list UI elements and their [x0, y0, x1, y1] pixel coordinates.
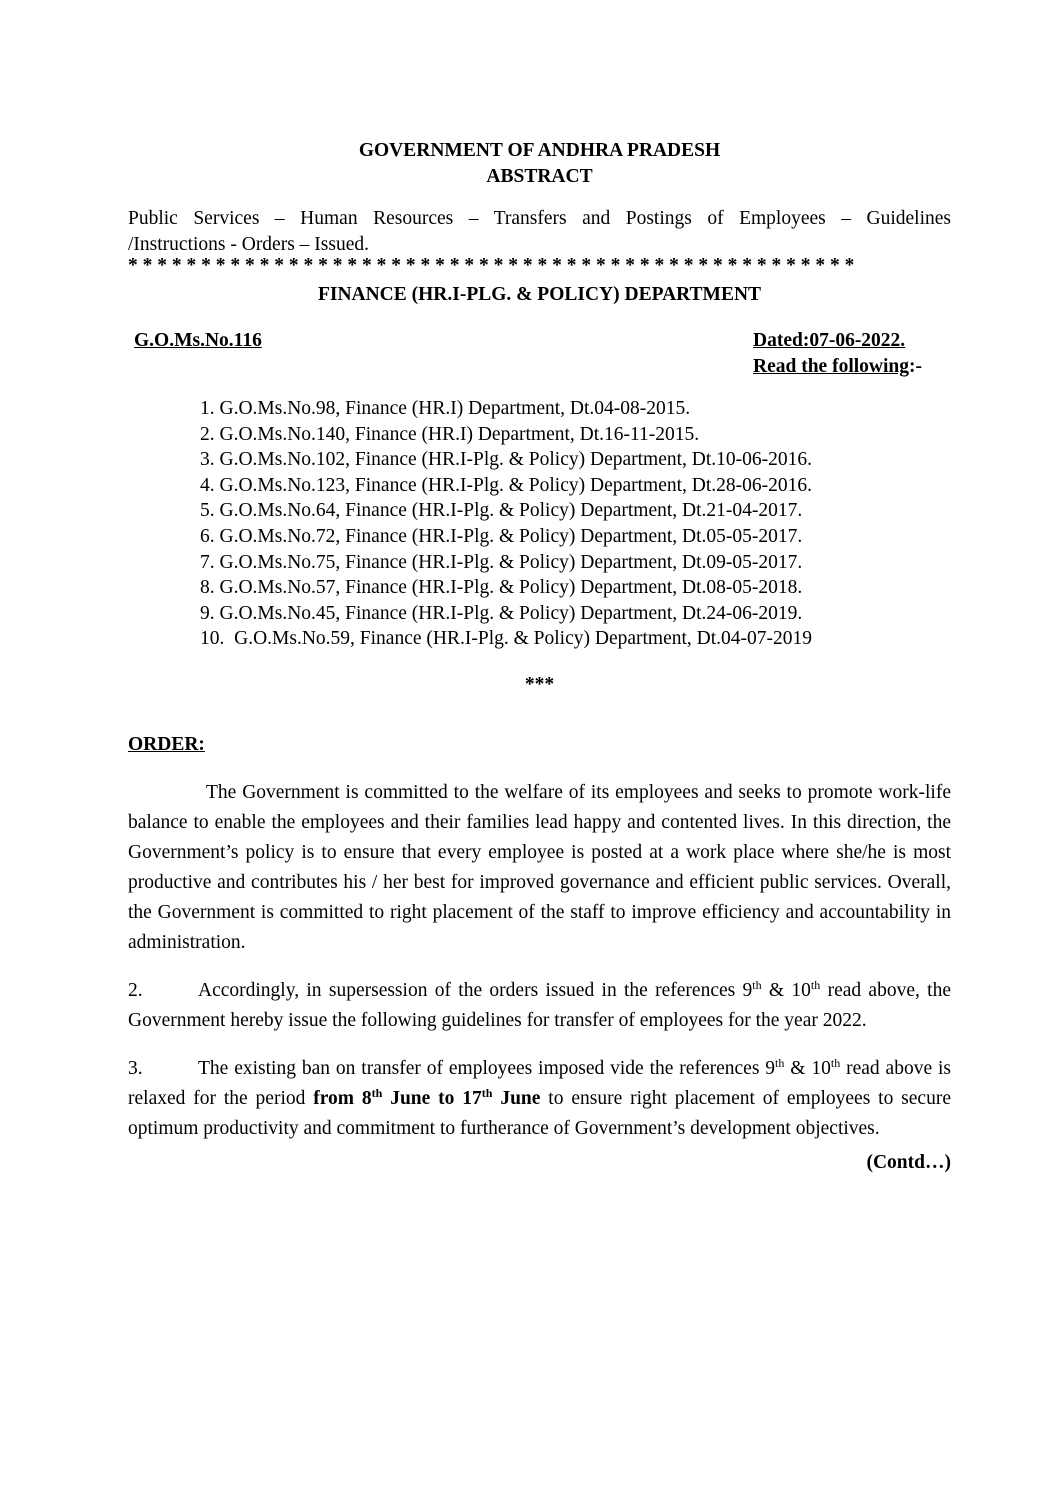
ref-number: 10.	[200, 628, 225, 650]
reference-list	[200, 396, 951, 652]
section-divider: ***	[524, 673, 555, 695]
list-item	[200, 498, 951, 524]
ref-text: G.O.Ms.No.64, Finance (HR.I-Plg. & Policy) Department, Dt.21-04-2017.	[219, 500, 803, 522]
ref-text: G.O.Ms.No.57, Finance (HR.I-Plg. & Policy) Department, Dt.08-05-2018.	[219, 577, 803, 599]
abstract-heading: ABSTRACT	[486, 166, 593, 187]
paragraph-2-text-a: Accordingly, in supersession of the orders issued in the references 9	[198, 979, 753, 1001]
ref-text: G.O.Ms.No.102, Finance (HR.I-Plg. & Policy) Department, Dt.10-06-2016.	[219, 449, 813, 471]
paragraph-3-text-c: read above is relaxed for the period	[128, 1057, 952, 1109]
go-date-block	[753, 328, 943, 380]
list-item	[200, 473, 951, 499]
government-heading: GOVERNMENT OF ANDHRA PRADESH	[358, 140, 721, 161]
ref-number: 5.	[200, 500, 215, 522]
period-start: from 8	[313, 1087, 372, 1109]
superscript: th	[752, 977, 762, 992]
ref-number: 3.	[200, 449, 215, 471]
continued-marker: (Contd…)	[866, 1151, 951, 1173]
list-item	[200, 422, 951, 448]
subject-line-2: /Instructions - Orders – Issued.	[128, 234, 369, 255]
ref-number: 7.	[200, 551, 215, 573]
ref-number: 6.	[200, 525, 215, 547]
ref-number: 8.	[200, 577, 215, 599]
ref-text: G.O.Ms.No.140, Finance (HR.I) Department, Dt.16-11-2015.	[219, 423, 700, 445]
list-item	[200, 396, 951, 422]
list-item	[200, 575, 951, 601]
ref-text: G.O.Ms.No.75, Finance (HR.I-Plg. & Policy) Department, Dt.09-05-2017.	[219, 551, 803, 573]
paragraph-3	[128, 1054, 951, 1144]
ref-text: G.O.Ms.No.45, Finance (HR.I-Plg. & Policy) Department, Dt.24-06-2019.	[219, 602, 803, 624]
superscript: th	[775, 1055, 785, 1070]
go-header-row	[128, 328, 951, 380]
paragraph-1-text: The Government is committed to the welfare of its employees and seeks to promote work-life balance to enable the employees and their families lead happy and contented lives. In this direction, the Government’s policy is to ensure that every employee is posted at a work place where she/he is most productive and contributes his / her best for improved governance and efficient public services. Overall, the Government is committed to right placement of the staff to improve efficiency and accountability in administration.	[128, 781, 951, 953]
order-heading: ORDER:	[128, 733, 205, 755]
department-heading: FINANCE (HR.I-PLG. & POLICY) DEPARTMENT	[317, 284, 762, 305]
paragraph-3-text-a: The existing ban on transfer of employees imposed vide the references 9	[198, 1057, 776, 1079]
list-item	[200, 447, 951, 473]
paragraph-3-number: 3.	[128, 1057, 143, 1079]
read-following-label: Read the following	[753, 356, 909, 377]
read-following-suffix: :-	[909, 356, 922, 377]
paragraph-2	[128, 976, 951, 1036]
superscript: th	[810, 977, 821, 992]
paragraph-3-text-b: & 10	[784, 1057, 831, 1079]
period-end: June	[492, 1087, 541, 1109]
ref-number: 2.	[200, 423, 215, 445]
ref-text: G.O.Ms.No.98, Finance (HR.I) Department, Dt.04-08-2015.	[219, 398, 691, 419]
list-item	[200, 601, 951, 627]
ref-number: 4.	[200, 474, 215, 496]
superscript: th	[830, 1055, 841, 1070]
ref-text: G.O.Ms.No.123, Finance (HR.I-Plg. & Policy) Department, Dt.28-06-2016.	[219, 474, 813, 496]
ref-text: G.O.Ms.No.59, Finance (HR.I-Plg. & Policy) Department, Dt.04-07-2019	[234, 628, 813, 650]
paragraph-2-number: 2.	[128, 979, 143, 1001]
period-middle: June to 17	[382, 1087, 482, 1109]
list-item	[200, 524, 951, 550]
go-number: G.O.Ms.No.116	[134, 330, 262, 351]
paragraph-1	[128, 778, 951, 958]
list-item	[200, 550, 951, 576]
separator-stars: * * * * * * * * * * * * * * * * * * * * * * * * * * * * * * * * * * * * * * * * * * * * * * * * * *	[128, 258, 855, 274]
paragraph-2-text-b: & 10	[761, 979, 811, 1001]
superscript: th	[371, 1085, 383, 1100]
subject-block	[128, 206, 951, 258]
ref-number: 1.	[200, 398, 215, 419]
go-dated: Dated:07-06-2022.	[753, 330, 906, 351]
superscript: th	[481, 1085, 493, 1100]
ref-number: 9.	[200, 602, 215, 624]
subject-line-1: Public Services – Human Resources – Transfers and Postings of Employees – Guidelines	[128, 208, 951, 229]
document-page	[128, 138, 951, 1176]
ref-text: G.O.Ms.No.72, Finance (HR.I-Plg. & Policy) Department, Dt.05-05-2017.	[219, 525, 803, 547]
paragraph-2-text-c: read above, the Government hereby issue the following guidelines for transfer of employees for the year 2022.	[128, 979, 951, 1031]
list-item	[200, 626, 951, 652]
paragraph-3-text-d: to ensure right placement of employees to secure optimum productivity and commitment to furtherance of Government’s development objectives.	[128, 1087, 951, 1139]
